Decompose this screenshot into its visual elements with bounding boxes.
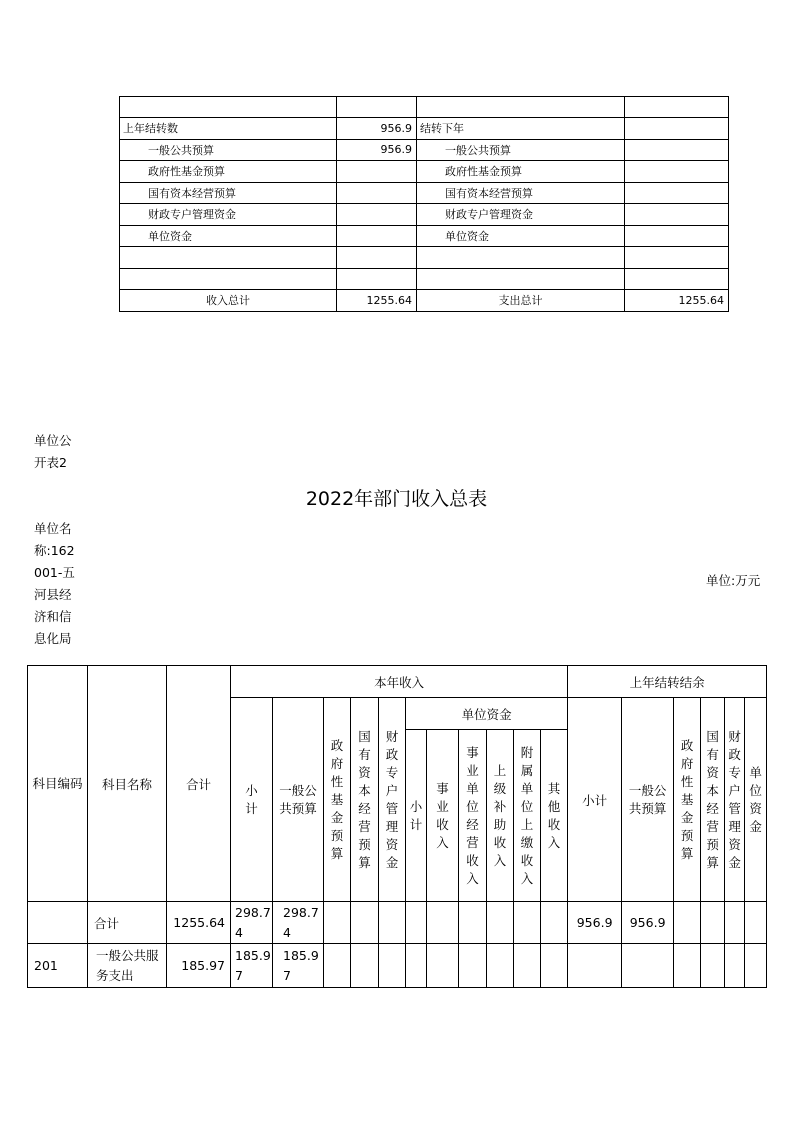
summary-left-value	[337, 182, 417, 204]
row-co-subtotal	[568, 944, 622, 988]
summary-left-label: 单位资金	[120, 225, 337, 247]
row-total: 185.97	[167, 944, 231, 988]
summary-empty-row	[120, 268, 729, 290]
summary-right-label: 结转下年	[417, 118, 625, 140]
summary-right-label: 一般公共预算	[417, 139, 625, 161]
header-other-income: 其他收入	[541, 730, 568, 902]
summary-right-value	[625, 225, 729, 247]
row-name: 一般公共服务支出	[88, 944, 167, 988]
header-business-income: 事业收入	[427, 730, 459, 902]
header-co-gov-fund: 政府性基金预算	[674, 698, 701, 902]
header-fiscal-account: 财政专户管理资金	[379, 698, 406, 902]
header-co-state-capital: 国有资本经营预算	[701, 698, 725, 902]
header-affiliated: 附属单位上缴收入	[514, 730, 541, 902]
header-co-general: 一般公共预算	[622, 698, 674, 902]
summary-left-label: 上年结转数	[120, 118, 337, 140]
row-general-budget: 185.97	[273, 944, 324, 988]
summary-left-value: 956.9	[337, 118, 417, 140]
expense-total-label: 支出总计	[417, 290, 625, 312]
summary-total-row	[120, 290, 729, 312]
summary-left-value	[337, 225, 417, 247]
row-name: 合计	[88, 902, 167, 944]
summary-right-label: 财政专户管理资金	[417, 204, 625, 226]
header-total: 合计	[167, 666, 231, 902]
summary-row	[120, 161, 729, 183]
header-carryover: 上年结转结余	[568, 666, 767, 698]
table-row	[28, 902, 767, 944]
header-higher-subsidy: 上级补助收入	[487, 730, 514, 902]
row-co-general: 956.9	[622, 902, 674, 944]
header-unit-business: 事业单位经营收入	[459, 730, 487, 902]
row-code	[28, 902, 88, 944]
summary-left-value	[337, 161, 417, 183]
summary-row	[120, 118, 729, 140]
summary-empty-row	[120, 247, 729, 269]
summary-left-label: 财政专户管理资金	[120, 204, 337, 226]
form-id: 单位公开表2	[34, 433, 72, 470]
income-table	[27, 665, 767, 988]
summary-right-label: 单位资金	[417, 225, 625, 247]
header-general-budget: 一般公共预算	[273, 698, 324, 902]
summary-right-label: 政府性基金预算	[417, 161, 625, 183]
summary-row	[120, 182, 729, 204]
header-current-year: 本年收入	[231, 666, 568, 698]
summary-header-row	[120, 97, 729, 118]
header-subtotal: 小计	[231, 698, 273, 902]
summary-right-value	[625, 118, 729, 140]
summary-row	[120, 204, 729, 226]
header-unit-funds: 单位资金	[406, 698, 568, 730]
summary-right-value	[625, 182, 729, 204]
summary-right-value	[625, 204, 729, 226]
summary-left-value	[337, 204, 417, 226]
summary-left-label: 政府性基金预算	[120, 161, 337, 183]
summary-left-label: 国有资本经营预算	[120, 182, 337, 204]
unit-name: 单位名称:162001-五河县经济和信息化局	[34, 521, 75, 646]
expense-total-value: 1255.64	[625, 290, 729, 312]
row-co-general	[622, 944, 674, 988]
table-row	[28, 944, 767, 988]
income-total-value: 1255.64	[337, 290, 417, 312]
summary-right-label: 国有资本经营预算	[417, 182, 625, 204]
row-co-subtotal: 956.9	[568, 902, 622, 944]
summary-right-value	[625, 161, 729, 183]
unit-label: 单位:万元	[706, 573, 761, 588]
summary-row	[120, 225, 729, 247]
row-subtotal: 185.97	[231, 944, 273, 988]
summary-table	[119, 96, 729, 312]
row-subtotal: 298.74	[231, 902, 273, 944]
header-co-unit-funds: 单位资金	[745, 698, 767, 902]
summary-left-label: 一般公共预算	[120, 139, 337, 161]
header-state-capital: 国有资本经营预算	[351, 698, 379, 902]
page-title: 2022年部门收入总表	[305, 488, 488, 510]
header-code: 科目编码	[28, 666, 88, 902]
header-co-subtotal: 小计	[568, 698, 622, 902]
income-total-label: 收入总计	[120, 290, 337, 312]
header-name: 科目名称	[88, 666, 167, 902]
summary-left-value: 956.9	[337, 139, 417, 161]
header-unit-subtotal: 小计	[406, 730, 427, 902]
row-code: 201	[28, 944, 88, 988]
header-gov-fund: 政府性基金预算	[324, 698, 351, 902]
header-co-fiscal-account: 财政专户管理资金	[725, 698, 745, 902]
summary-right-value	[625, 139, 729, 161]
header-row-1	[28, 666, 767, 698]
summary-row	[120, 139, 729, 161]
row-general-budget: 298.74	[273, 902, 324, 944]
row-total: 1255.64	[167, 902, 231, 944]
